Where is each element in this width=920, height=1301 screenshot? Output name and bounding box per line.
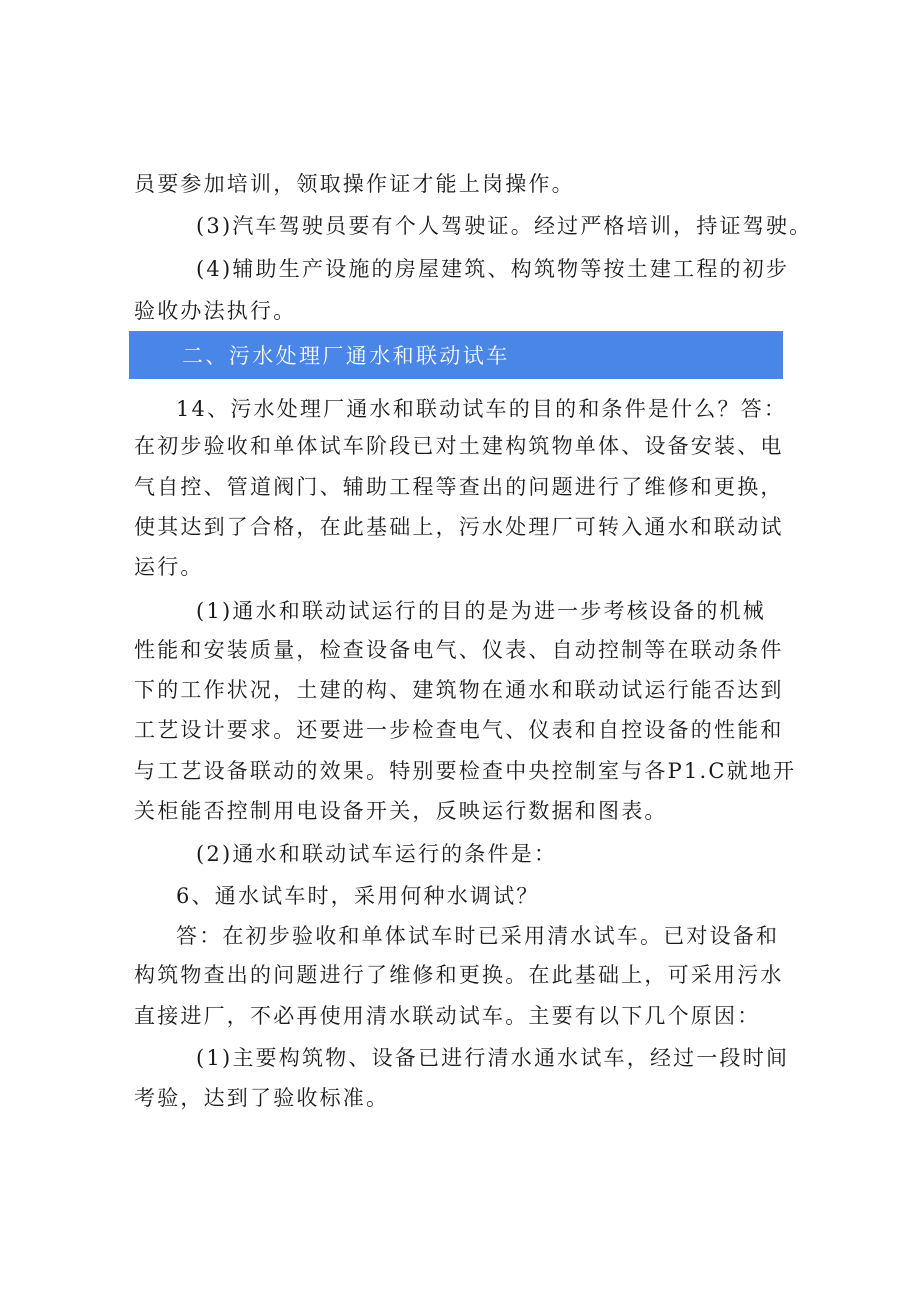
paragraph-line: 直接进厂，不必再使用清水联动试车。主要有以下几个原因： <box>134 1004 761 1028</box>
paragraph-line: 工艺设计要求。还要进一步检查电气、仪表和自控设备的性能和 <box>134 718 784 742</box>
paragraph-line: 性能和安装质量，检查设备电气、仪表、自动控制等在联动条件 <box>134 638 784 662</box>
paragraph-line: 使其达到了合格，在此基础上，污水处理厂可转入通水和联动试 <box>134 515 784 539</box>
paragraph-line: (2)通水和联动试车运行的条件是： <box>196 842 558 866</box>
paragraph-line: (1)主要构筑物、设备已进行清水通水试车，经过一段时间 <box>196 1046 790 1070</box>
paragraph-line: 答：在初步验收和单体试车时已采用清水试车。已对设备和 <box>176 924 780 948</box>
paragraph-line: 下的工作状况，土建的构、建筑物在通水和联动试运行能否达到 <box>134 678 784 702</box>
paragraph-line: 验收办法执行。 <box>134 299 297 323</box>
paragraph-line: 气自控、管道阀门、辅助工程等查出的问题进行了维修和更换， <box>134 475 784 499</box>
paragraph-line: 关柜能否控制用电设备开关，反映运行数据和图表。 <box>134 799 668 823</box>
paragraph-line: (4)辅助生产设施的房屋建筑、构筑物等按土建工程的初步 <box>196 257 790 281</box>
paragraph-line: 在初步验收和单体试车阶段已对土建构筑物单体、设备安装、电 <box>134 434 784 458</box>
paragraph-line: 考验，达到了验收标准。 <box>134 1086 390 1110</box>
paragraph-line: 员要参加培训，领取操作证才能上岗操作。 <box>134 172 575 196</box>
paragraph-line: (1)通水和联动试运行的目的是为进一步考核设备的机械 <box>196 599 766 623</box>
paragraph-line: (3)汽车驾驶员要有个人驾驶证。经过严格培训，持证驾驶。 <box>196 214 813 238</box>
paragraph-line: 6、通水试车时，采用何种水调试？ <box>176 884 540 908</box>
paragraph-line: 14、污水处理厂通水和联动试车的目的和条件是什么？答： <box>176 397 788 421</box>
paragraph-line: 与工艺设备联动的效果。特别要检查中央控制室与各P1.C就地开 <box>134 759 797 783</box>
paragraph-line: 运行。 <box>134 555 204 579</box>
section-title: 二、污水处理厂通水和联动试车 <box>182 344 510 368</box>
paragraph-line: 构筑物查出的问题进行了维修和更换。在此基础上，可采用污水 <box>134 963 784 987</box>
